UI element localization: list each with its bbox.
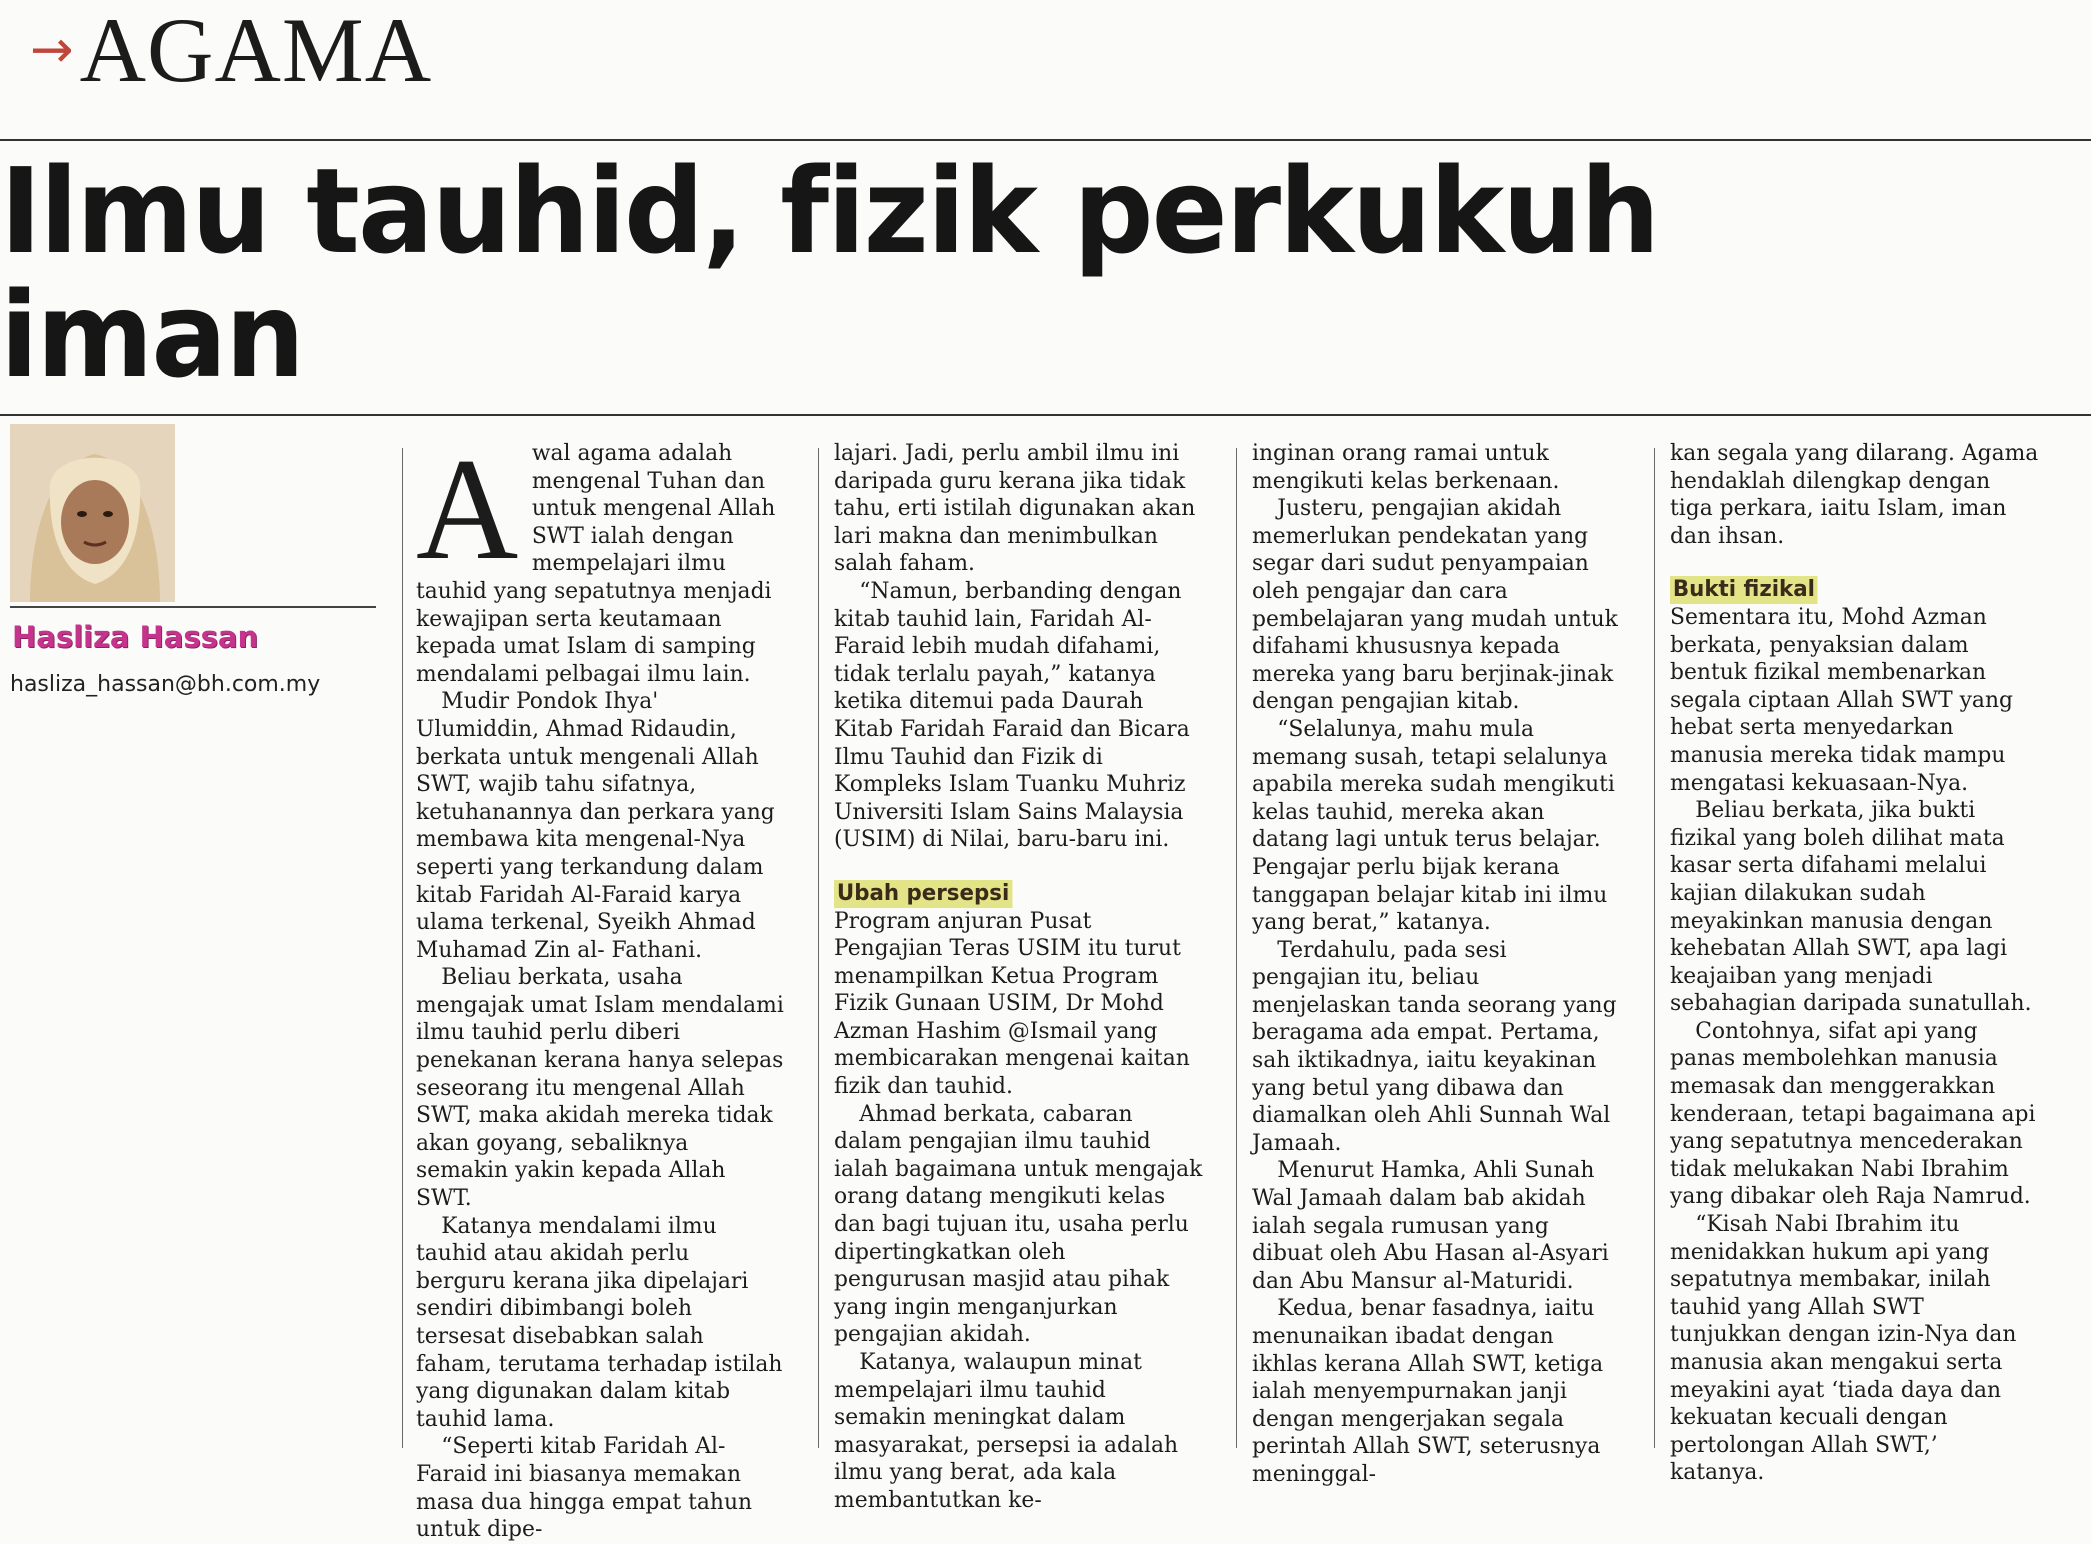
article-paragraph: Katanya mendalami ilmu tauhid atau akidah perlu berguru kerana jika dipelajari sendiri dibimbangi boleh tersesat disebabkan salah faham, terutama terhadap istilah yang digunakan dalam kitab tauhid lama. bbox=[416, 1212, 783, 1432]
section-name: AGAMA bbox=[79, 0, 433, 101]
article-paragraph: “Kisah Nabi Ibrahim itu menidakkan hukum api yang sepatutnya membakar, inilah tauhid yang Allah SWT tunjukkan dengan izin-Nya dan manusia akan mengakui serta meyakini ayat ‘tiada daya dan kekuatan kecuali dengan pertolongan Allah SWT,’ katanya. bbox=[1670, 1211, 2017, 1486]
author-photo bbox=[10, 424, 175, 602]
article-column-4 bbox=[1670, 440, 2039, 1487]
article-paragraph: Program anjuran Pusat Pengajian Teras USIM itu turut menampilkan Ketua Program Fizik Gunaan USIM, Dr Mohd Azman Hashim @Ismail yang membicarakan mengenai kaitan fizik dan tauhid. bbox=[834, 907, 1190, 1100]
author-rule bbox=[10, 606, 376, 608]
article-paragraph: Beliau berkata, usaha mengajak umat Islam mendalami ilmu tauhid perlu diberi penekanan kerana hanya selepas seseorang itu mengenal Allah SWT, maka akidah mereka tidak akan goyang, sebaliknya semakin yakin kepada Allah SWT. bbox=[416, 964, 784, 1212]
author-name: Hasliza Hassan bbox=[12, 620, 259, 654]
column-separator bbox=[1236, 448, 1237, 1448]
article-paragraph: kan segala yang dilarang. Agama hendaklah dilengkap dengan tiga perkara, iaitu Islam, iman dan ihsan. bbox=[1670, 440, 2039, 549]
article-paragraph: lajari. Jadi, perlu ambil ilmu ini daripada guru kerana jika tidak tahu, erti istilah digunakan akan lari makna dan menimbulkan salah faham. bbox=[834, 440, 1196, 577]
article-column-1 bbox=[416, 428, 785, 1544]
author-email: hasliza_hassan@bh.com.my bbox=[10, 672, 321, 697]
article-paragraph: “Selalunya, mahu mula memang susah, tetapi selalunya apabila mereka sudah mengikuti kelas tauhid, mereka akan datang lagi untuk terus belajar. Pengajar perlu bijak kerana tanggapan belajar kitab ini ilmu yang berat,” katanya. bbox=[1252, 715, 1615, 936]
column-separator bbox=[818, 448, 819, 1448]
article-paragraph: Terdahulu, pada sesi pengajian itu, beliau menjelaskan tanda seorang yang beragama ada empat. Pertama, sah iktikadnya, iaitu keyakinan yang betul yang dibawa dan diamalkan oleh Ahli Sunnah Wal Jamaah. bbox=[1252, 936, 1617, 1156]
article-paragraph: Sementara itu, Mohd Azman berkata, penyaksian dalam bentuk fizikal membenarkan segala ciptaan Allah SWT yang hebat serta menyedarkan manusia mereka tidak mampu mengatasi kekuasaan-Nya. bbox=[1670, 603, 2013, 796]
headline-rule bbox=[0, 414, 2091, 416]
article-paragraph: Ahmad berkata, cabaran dalam pengajian ilmu tauhid ialah bagaimana untuk mengajak orang datang mengikuti kelas dan bagi tujuan itu, usaha perlu dipertingkatkan oleh pengurusan masjid atau pihak yang ingin menganjurkan pengajian akidah. bbox=[834, 1100, 1203, 1348]
article-paragraph: Contohnya, sifat api yang panas membolehkan manusia memasak dan menggerakkan kenderaan, tetapi bagaimana api yang sepatutnya mencederakan tidak melukakan Nabi Ibrahim yang dibakar oleh Raja Namrud. bbox=[1670, 1017, 2036, 1210]
article-column-3 bbox=[1252, 440, 1621, 1489]
article-paragraph: Justeru, pengajian akidah memerlukan pendekatan yang segar dari sudut penyampaian oleh pengajar dan cara pembelajaran yang mudah untuk difahami khususnya kepada mereka yang baru berjinak-jinak dengan pengajian kitab. bbox=[1252, 495, 1618, 715]
arrow-right-icon: → bbox=[30, 20, 74, 80]
author-portrait-icon bbox=[10, 424, 175, 602]
article-column-2 bbox=[834, 440, 1203, 1515]
column-separator bbox=[402, 448, 403, 1448]
article-paragraph: Beliau berkata, jika bukti fizikal yang boleh dilihat mata kasar serta difahami melalui kajian dilakukan sudah meyakinkan manusia dengan kehebatan Allah SWT, apa lagi keajaiban yang menjadi sebahagian daripada sunatullah. bbox=[1670, 797, 2032, 1017]
subheading: Ubah persepsi bbox=[834, 880, 1012, 908]
article-paragraph: Kedua, benar fasadnya, iaitu menunaikan ibadat dengan ikhlas kerana Allah SWT, ketiga ialah menyempurnakan janji dengan mengerjakan segala perintah Allah SWT, seterusnya meninggal- bbox=[1252, 1295, 1604, 1487]
article-paragraph: inginan orang ramai untuk mengikuti kelas berkenaan. bbox=[1252, 440, 1560, 494]
article-paragraph: “Seperti kitab Faridah Al-Faraid ini biasanya memakan masa dua hingga empat tahun untuk dipe- bbox=[416, 1433, 753, 1543]
subheading: Bukti fizikal bbox=[1670, 576, 1818, 604]
article-paragraph: Katanya, walaupun minat mempelajari ilmu tauhid semakin meningkat dalam masyarakat, persepsi ia adalah ilmu yang berat, ada kala membantutkan ke- bbox=[834, 1349, 1179, 1513]
section-label bbox=[30, 0, 432, 100]
article-paragraph: “Namun, berbanding dengan kitab tauhid lain, Faridah Al-Faraid lebih mudah difahami, tidak terlalu payah,” katanya ketika ditemui pada Daurah Kitab Faridah Faraid dan Bicara Ilmu Tauhid dan Fizik di Kompleks Islam Tuanku Muhriz Universiti Islam Sains Malaysia (USIM) di Nilai, baru-baru ini. bbox=[834, 577, 1190, 853]
column-separator bbox=[1654, 448, 1655, 1448]
top-rule bbox=[0, 139, 2091, 141]
headline: Ilmu tauhid, fizik perkukuh iman bbox=[0, 142, 1659, 404]
article-paragraph: Mudir Pondok Ihya' Ulumiddin, Ahmad Ridaudin, berkata untuk mengenali Allah SWT, wajib tahu sifatnya, ketuhanannya dan perkara yang membawa kita mengenal-Nya seperti yang terkandung dalam kitab Faridah Al-Faraid karya ulama terkenal, Syeikh Ahmad Muhamad Zin al- Fathani. bbox=[416, 688, 775, 963]
article-paragraph: Menurut Hamka, Ahli Sunah Wal Jamaah dalam bab akidah ialah segala rumusan yang dibuat oleh Abu Hasan al-Asyari dan Abu Mansur al-Maturidi. bbox=[1252, 1157, 1609, 1294]
dropcap: A bbox=[416, 428, 519, 590]
article-paragraph: Awal agama adalah mengenal Tuhan dan untuk mengenal Allah SWT ialah dengan mempelajari ilmu tauhid yang sepatutnya menjadi kewajipan serta keutamaan kepada umat Islam di samping mendalami pelbagai ilmu lain. bbox=[416, 428, 776, 687]
